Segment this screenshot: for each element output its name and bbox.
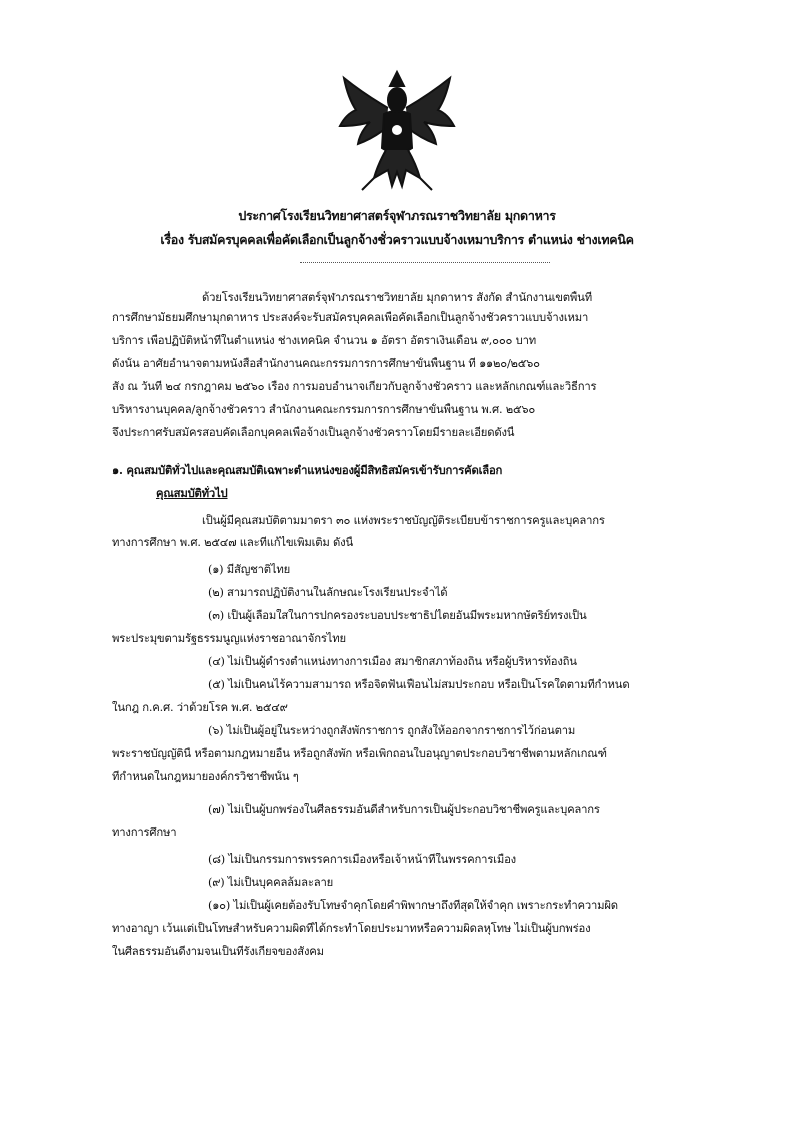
intro-line: ดังนั้น อาศัยอำนาจตามหนังสือสำนักงานคณะกรรมการการศึกษาขั้นพื้นฐาน ที่ ๑๑๒๐/๒๕๖๐: [112, 357, 540, 370]
section-heading: ๑. คุณสมบัติทั่วไปและคุณสมบัติเฉพาะตำแหน่งของผู้มีสิทธิสมัครเข้ารับการคัดเลือก: [112, 463, 503, 477]
list-item: (๓) เป็นผู้เลื่อมใสในการปกครองระบอบประชาธิปไตยอันมีพระมหากษัตริย์ทรงเป็น: [208, 609, 587, 622]
list-item: ในกฎ ก.ค.ศ. ว่าด้วยโรค พ.ศ. ๒๕๔๙: [112, 701, 288, 714]
list-item: ในศีลธรรมอันดีงามจนเป็นที่รังเกียจของสังคม: [112, 945, 324, 958]
list-item: (๗) ไม่เป็นผู้บกพร่องในศีลธรรมอันดีสำหรับการเป็นผู้ประกอบวิชาชีพครูและบุคลากร: [208, 803, 600, 816]
intro-line: บริหารงานบุคคล/ลูกจ้างชั่วคราว สำนักงานคณะกรรมการการศึกษาขั้นพื้นฐาน พ.ศ. ๒๕๖๐: [112, 403, 536, 416]
list-item: ที่กำหนดในกฎหมายองค์กรวิชาชีพนั้น ๆ: [112, 770, 299, 783]
garuda-emblem-icon: [334, 64, 460, 194]
announcement-title: ประกาศโรงเรียนวิทยาศาสตร์จุฬาภรณราชวิทยาลัย มุกดาหาร: [238, 208, 556, 223]
list-item: (๖) ไม่เป็นผู้อยู่ในระหว่างถูกสั่งพักราชการ ถูกสั่งให้ออกจากราชการไว้ก่อนตาม: [208, 724, 576, 737]
list-item: (๘) ไม่เป็นกรรมการพรรคการเมืองหรือเจ้าหน้าที่ในพรรคการเมือง: [208, 853, 516, 866]
list-item: ทางการศึกษา: [112, 826, 177, 839]
announcement-subject: เรื่อง รับสมัครบุคคลเพื่อคัดเลือกเป็นลูกจ้างชั่วคราวแบบจ้างเหมาบริการ ตำแหน่ง ช่างเทคนิค: [160, 232, 634, 247]
divider: [300, 262, 550, 263]
list-item: (๑) มีสัญชาติไทย: [208, 563, 291, 576]
list-item: (๔) ไม่เป็นผู้ดำรงตำแหน่งทางการเมือง สมาชิกสภาท้องถิ่น หรือผู้บริหารท้องถิ่น: [208, 655, 577, 668]
list-item: พระราชบัญญัตินี้ หรือตามกฎหมายอื่น หรือถูกสั่งพัก หรือเพิกถอนใบอนุญาตประกอบวิชาชีพตามหลักเกณฑ์: [112, 747, 607, 760]
lead-line: เป็นผู้มีคุณสมบัติตามมาตรา ๓๐ แห่งพระราชบัญญัติระเบียบข้าราชการครูและบุคลากร: [202, 514, 605, 527]
intro-line: บริการ เพื่อปฏิบัติหน้าที่ในตำแหน่ง ช่างเทคนิค จำนวน ๑ อัตรา อัตราเงินเดือน ๙,๐๐๐ บาท: [112, 334, 536, 347]
intro-line: การศึกษามัธยมศึกษามุกดาหาร ประสงค์จะรับสมัครบุคคลเพื่อคัดเลือกเป็นลูกจ้างชั่วคราวแบบจ้างเหมา: [112, 311, 589, 324]
intro-line: สั่ง ณ วันที่ ๒๔ กรกฎาคม ๒๕๖๐ เรื่อง การมอบอำนาจเกี่ยวกับลูกจ้างชั่วคราว และหลักเกณฑ์และวิธีการ: [112, 380, 597, 393]
section-subheading: คุณสมบัติทั่วไป: [156, 486, 228, 500]
list-item: (๑๐) ไม่เป็นผู้เคยต้องรับโทษจำคุกโดยคำพิพากษาถึงที่สุดให้จำคุก เพราะกระทำความผิด: [208, 899, 618, 912]
lead-line: ทางการศึกษา พ.ศ. ๒๕๔๗ และที่แก้ไขเพิ่มเติม ดังนี้: [112, 536, 353, 549]
list-item: พระประมุขตามรัฐธรรมนูญแห่งราชอาณาจักรไทย: [112, 632, 346, 645]
intro-line: ด้วยโรงเรียนวิทยาศาสตร์จุฬาภรณราชวิทยาลัย มุกดาหาร สังกัด สำนักงานเขตพื้นที่: [202, 291, 592, 304]
list-item: ทางอาญา เว้นแต่เป็นโทษสำหรับความผิดที่ได้กระทำโดยประมาทหรือความผิดลหุโทษ ไม่เป็นผู้บกพร่อง: [112, 922, 591, 935]
list-item: (๕) ไม่เป็นคนไร้ความสามารถ หรือจิตฟั่นเฟือนไม่สมประกอบ หรือเป็นโรคใดตามที่กำหนด: [208, 678, 630, 691]
intro-line: จึงประกาศรับสมัครสอบคัดเลือกบุคคลเพื่อจ้างเป็นลูกจ้างชั่วคราวโดยมีรายละเอียดดังนี้: [112, 426, 515, 439]
list-item: (๒) สามารถปฏิบัติงานในลักษณะโรงเรียนประจำได้: [208, 586, 448, 599]
list-item: (๙) ไม่เป็นบุคคลล้มละลาย: [208, 876, 334, 889]
